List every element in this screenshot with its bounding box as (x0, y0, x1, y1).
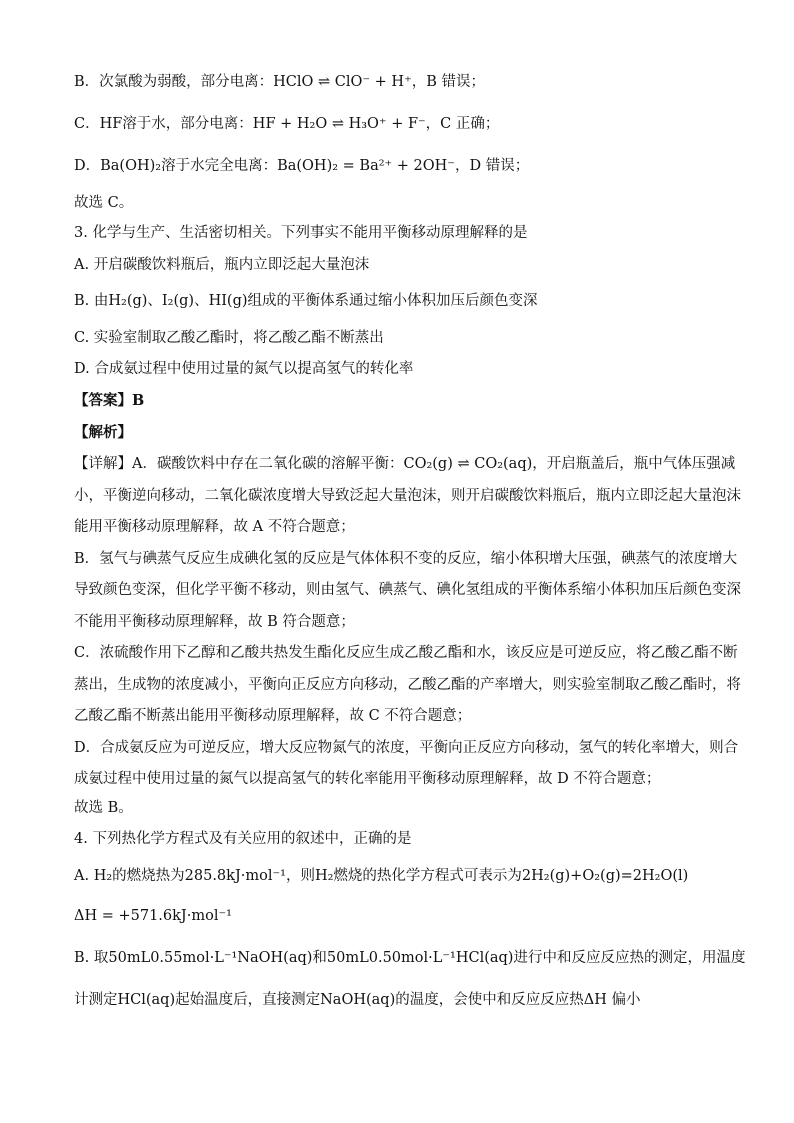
option-b: B. 取50mL0.55mol·L⁻¹NaOH(aq)和50mL0.50mol·L⁻¹HCl(aq)进行中和反应反应热的测定，用温度 (74, 950, 746, 966)
text-line: 能用平衡移动原理解释，故 A 不符合题意； (74, 519, 355, 535)
text-line: 【详解】A．碳酸饮料中存在二氧化碳的溶解平衡：CO₂(g) ⇌ CO₂(aq)，开启瓶盖后，瓶中气体压强减 (74, 456, 736, 472)
text-line: 蒸出，生成物的浓度减小，平衡向正反应方向移动，乙酸乙酯的产率增大，则实验室制取乙酸乙酯时，将 (74, 677, 741, 693)
text-line: 导致颜色变深，但化学平衡不移动，则由氢气、碘蒸气、碘化氢组成的平衡体系缩小体积加压后颜色变深 (74, 582, 741, 598)
text-line: C．浓硫酸作用下乙醇和乙酸共热发生酯化反应生成乙酸乙酯和水，该反应是可逆反应，将乙酸乙酯不断 (74, 645, 738, 661)
option-b: B. 由H₂(g)、I₂(g)、HI(g)组成的平衡体系通过缩小体积加压后颜色变深 (74, 293, 538, 309)
text-line: 不能用平衡移动原理解释，故 B 符合题意； (74, 614, 355, 630)
option-a: A. 开启碳酸饮料瓶后，瓶内立即泛起大量泡沫 (74, 257, 370, 273)
text-line: 成氨过程中使用过量的氮气以提高氢气的转化率能用平衡移动原理解释，故 D 不符合题意； (74, 771, 661, 787)
text-line: D．合成氨反应为可逆反应，增大反应物氮气的浓度，平衡向正反应方向移动，氢气的转化率增大，则合 (74, 740, 739, 756)
formula-line: ΔH = +571.6kJ·mol⁻¹ (74, 908, 232, 924)
option-d: D. 合成氨过程中使用过量的氮气以提高氢气的转化率 (74, 361, 414, 377)
text-line: 故选 B。 (74, 800, 133, 816)
text-line: 计测定HCl(aq)起始温度后，直接测定NaOH(aq)的温度，会使中和反应反应热ΔH 偏小 (74, 992, 641, 1008)
text-line: B．氢气与碘蒸气反应生成碘化氢的反应是气体体积不变的反应，缩小体积增大压强，碘蒸气的浓度增大 (74, 551, 738, 567)
answer-label: 【答案】B (74, 392, 145, 409)
question-title: 4. 下列热化学方程式及有关应用的叙述中，正确的是 (74, 831, 412, 847)
text-line: 故选 C。 (74, 195, 134, 211)
text-line: 乙酸乙酯不断蒸出能用平衡移动原理解释，故 C 不符合题意； (74, 708, 472, 724)
question-title: 3. 化学与生产、生活密切相关。下列事实不能用平衡移动原理解释的是 (74, 225, 528, 241)
analysis-label: 【解析】 (74, 424, 132, 441)
text-line: 小，平衡逆向移动，二氧化碳浓度增大导致泛起大量泡沫，则开启碳酸饮料瓶后，瓶内立即泛起大量泡沫 (74, 488, 741, 504)
option-a: A. H₂的燃烧热为285.8kJ·mol⁻¹，则H₂燃烧的热化学方程式可表示为2H₂(g)+O₂(g)=2H₂O(l) (74, 868, 689, 884)
option-c: C. 实验室制取乙酸乙酯时，将乙酸乙酯不断蒸出 (74, 330, 384, 346)
text-line: B．次氯酸为弱酸，部分电离：HClO ⇌ ClO⁻ + H⁺，B 错误； (74, 74, 485, 90)
text-line: D．Ba(OH)₂溶于水完全电离：Ba(OH)₂ = Ba²⁺ + 2OH⁻，D 错误； (74, 158, 530, 174)
text-line: C．HF溶于水，部分电离：HF + H₂O ⇌ H₃O⁺ + F⁻，C 正确； (74, 116, 500, 132)
